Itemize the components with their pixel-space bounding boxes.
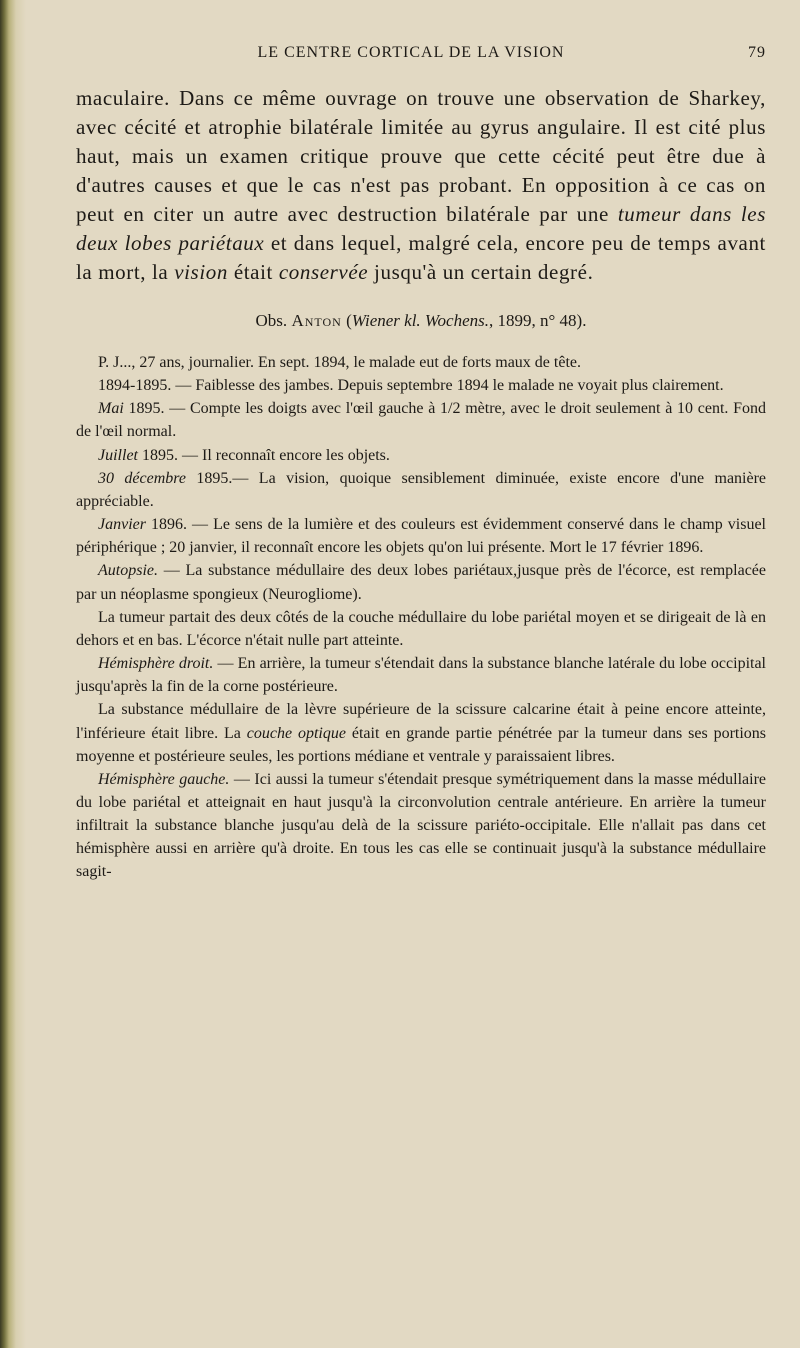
case-hemisphere-droit: [76, 652, 766, 698]
case-tumeur: La tumeur partait des deux côtés de la couche médullaire du lobe pariétal moyen et se dirigeait de là en dehors et en bas. L'écorce n'était nulle part atteinte.: [76, 608, 766, 649]
hemi-droit-text: — En arrière, la tumeur s'étendait dans la substance blanche latérale du lobe occipital jusqu'après la fin de la corne postérieure.: [76, 655, 767, 696]
obs-ref-open: (: [346, 311, 352, 330]
obs-journal: Wiener kl. Wochens.: [351, 311, 489, 330]
obs-ref-rest: , 1899, n° 48).: [488, 311, 587, 330]
case-levre: [76, 698, 766, 767]
book-spine-shadow: [0, 0, 26, 1348]
case-report: [76, 351, 766, 884]
intro-text-4: jusqu'à un certain degré.: [374, 260, 594, 284]
levre-italic: couche optique: [246, 724, 346, 742]
case-patient: P. J..., 27 ans, journalier. En sept. 1894, le malade eut de forts maux de tête.: [98, 354, 581, 371]
book-page: [76, 44, 766, 884]
mai-text: 1895. — Compte les doigts avec l'œil gauche à 1/2 mètre, avec le droit seulement à 10 cent. Fond de l'œil normal.: [76, 400, 767, 441]
hemi-gauche-label: Hémisphère gauche.: [98, 770, 230, 788]
juillet-label: Juillet: [98, 446, 138, 464]
intro-text-2: et dans lequel, malgré cela, encore peu de temps avant la mort, la: [76, 231, 766, 284]
intro-text-1: maculaire. Dans ce même ouvrage on trouve une observation de Sharkey, avec cécité et atrophie bilatérale limitée au gyrus angulaire. Il est cité plus haut, mais un examen critique prouve que cette cécité peut être due à d'autres causes et que le cas n'est pas probant. En opposition à ce cas on peut en citer un autre avec destruction bilatérale par une: [76, 86, 766, 226]
levre-text-a: La substance médullaire de la lèvre supérieure de la scissure calcarine était à peine encore atteinte, l'inférieure était libre. La: [76, 701, 766, 742]
intro-italic-3: conservée: [278, 260, 369, 284]
case-janvier: [76, 513, 766, 559]
obs-author: Anton: [291, 311, 342, 330]
hemi-gauche-text: — Ici aussi la tumeur s'étendait presque symétriquement dans la masse médullaire du lobe pariétal et atteignait en haut jusqu'à la circonvolution centrale antérieure. En arrière la tumeur infiltrait la substance blanche jusqu'au delà de la scissure pariéto-occipitale. Elle n'allait pas dans cet hémisphère aussi en arrière qu'à droite. En tous les cas elle se continuait jusqu'à la substance médullaire sagit-: [76, 770, 767, 881]
case-1894-1895: 1894-1895. — Faiblesse des jambes. Depuis septembre 1894 le malade ne voyait plus clairement.: [98, 377, 724, 395]
decembre-label: 30 décembre: [98, 469, 186, 487]
case-decembre: [76, 467, 766, 513]
janvier-label: Janvier: [98, 516, 146, 534]
hemi-droit-label: Hémisphère droit.: [98, 655, 214, 673]
autopsie-text: — La substance médullaire des deux lobes pariétaux,jusque près de l'écorce, est remplacée par un néoplasme spongieux (Neurogliome).: [76, 562, 767, 603]
running-title: LE CENTRE CORTICAL DE LA VISION: [257, 44, 565, 61]
intro-italic-2: vision: [174, 260, 228, 284]
case-autopsie: [76, 559, 766, 605]
decembre-text: 1895.— La vision, quoique sensiblement diminuée, existe encore d'une manière appréciable.: [76, 469, 767, 510]
mai-label: Mai: [98, 400, 124, 418]
juillet-text: 1895. — Il reconnaît encore les objets.: [141, 446, 390, 464]
levre-text-b: était en grande partie pénétrée par la tumeur dans ses portions moyenne et postérieure seules, les portions médiane et ventrale y paraissaient libres.: [76, 724, 767, 765]
intro-text-3: était: [233, 260, 273, 284]
case-mai: [76, 397, 766, 443]
janvier-text: 1896. — Le sens de la lumière et des couleurs est évidemment conservé dans le champ visuel périphérique ; 20 janvier, il reconnaît encore les objets qu'on lui présente. Mort le 17 février 1896.: [76, 516, 766, 557]
case-juillet: [76, 444, 766, 467]
autopsie-label: Autopsie.: [98, 562, 158, 580]
observation-heading: [76, 309, 766, 333]
obs-prefix: Obs.: [255, 311, 288, 330]
page-number: 79: [748, 44, 766, 61]
running-head: [76, 44, 766, 68]
intro-italic-1: tumeur dans les deux lobes pariétaux: [76, 202, 766, 255]
intro-paragraph: [76, 84, 766, 287]
case-hemisphere-gauche: [76, 768, 766, 884]
